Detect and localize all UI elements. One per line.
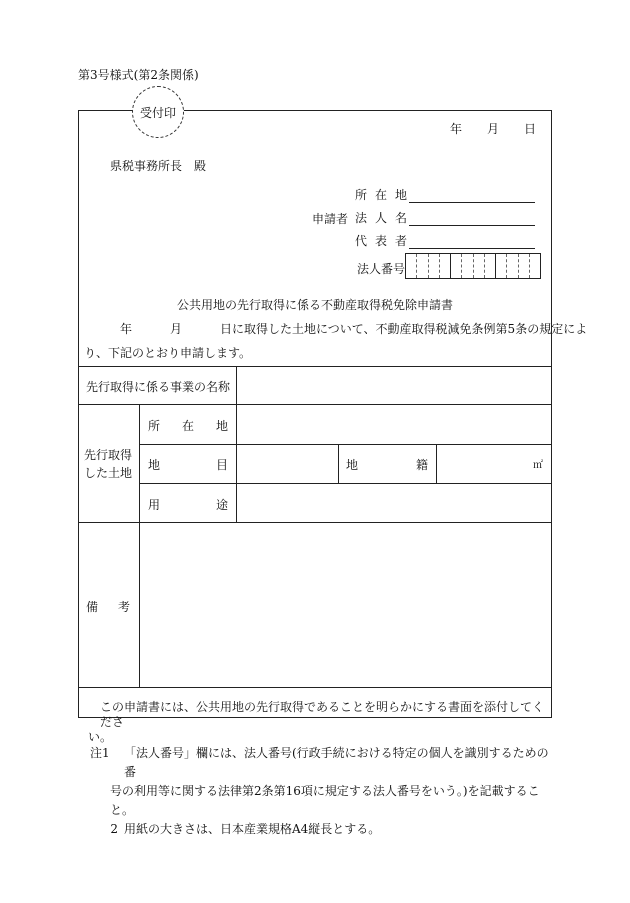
acquired-land-label-1: 先行取得 <box>84 448 133 462</box>
date-month-label: 月 <box>486 122 499 136</box>
land-category-input[interactable] <box>237 445 337 482</box>
usage-input[interactable] <box>237 484 551 521</box>
land-category-label: 地目 <box>148 458 228 472</box>
footnote-2-text: 用紙の大きさは、日本産業規格A4縦長とする。 <box>124 822 381 836</box>
form-number: 第3号様式(第2条関係) <box>78 68 199 82</box>
location-label: 所在地 <box>148 419 228 433</box>
date-year-label: 年 <box>450 122 463 136</box>
address-field[interactable] <box>355 186 535 203</box>
footnote-1 <box>90 744 550 820</box>
representative-label: 代表者 <box>355 234 407 248</box>
remarks-input[interactable] <box>140 523 551 686</box>
area-unit: ㎡ <box>533 460 543 471</box>
footnote-1-text-1: 「法人番号」欄には、法人番号(行政手続における特定の個人を識別するための番 <box>124 746 549 779</box>
attachment-note-line-2: い。 <box>88 730 113 744</box>
footnote-1-text-2: 号の利用等に関する法律第2条第16項に規定する法人番号をいう。)を記載すること。 <box>110 784 540 817</box>
usage-label: 用途 <box>148 498 228 512</box>
representative-field[interactable] <box>355 232 535 249</box>
footnote-2 <box>90 820 550 839</box>
date-day-label: 日 <box>523 122 536 136</box>
reception-stamp <box>132 86 184 138</box>
footnote-2-num: 2 <box>110 822 118 836</box>
address-label: 所在地 <box>355 188 407 202</box>
applicant-label: 申請者 <box>312 212 349 226</box>
document-title: 公共用地の先行取得に係る不動産取得税免除申請書 <box>176 298 453 312</box>
area-label: 地籍 <box>346 458 428 472</box>
body-line-2: り、下記のとおり申請します。 <box>84 346 252 360</box>
body-month: 月 <box>170 322 183 336</box>
body-line-1 <box>120 320 587 337</box>
body-line1-rest: 日に取得した土地について、不動産取得税減免条例第5条の規定によ <box>220 322 588 336</box>
remarks-label: 備考 <box>86 600 130 614</box>
attachment-note <box>88 700 548 745</box>
corp-name-label: 法人名 <box>355 211 407 225</box>
project-name-label: 先行取得に係る事業の名称 <box>86 380 231 394</box>
acquired-land-label <box>84 446 132 482</box>
acquired-land-label-2: した土地 <box>84 466 133 480</box>
attachment-note-line-1: この申請書には、公共用地の先行取得であることを明らかにする書面を添付してくださ <box>100 700 545 729</box>
corp-name-field[interactable] <box>355 209 535 226</box>
corp-name-input-line[interactable] <box>409 211 535 226</box>
corp-number-boxes[interactable] <box>405 253 541 279</box>
address-input-line[interactable] <box>409 188 535 203</box>
date-field[interactable] <box>450 120 536 137</box>
footnote-1-num: 注1 <box>90 746 110 760</box>
corp-number-label: 法人番号 <box>357 262 406 276</box>
body-year: 年 <box>120 322 133 336</box>
representative-input-line[interactable] <box>409 234 535 249</box>
location-input[interactable] <box>237 405 551 443</box>
project-name-input[interactable] <box>237 367 551 403</box>
addressee: 県税事務所長 殿 <box>110 159 207 173</box>
reception-stamp-label: 受付印 <box>139 105 176 120</box>
footnotes <box>90 744 550 839</box>
